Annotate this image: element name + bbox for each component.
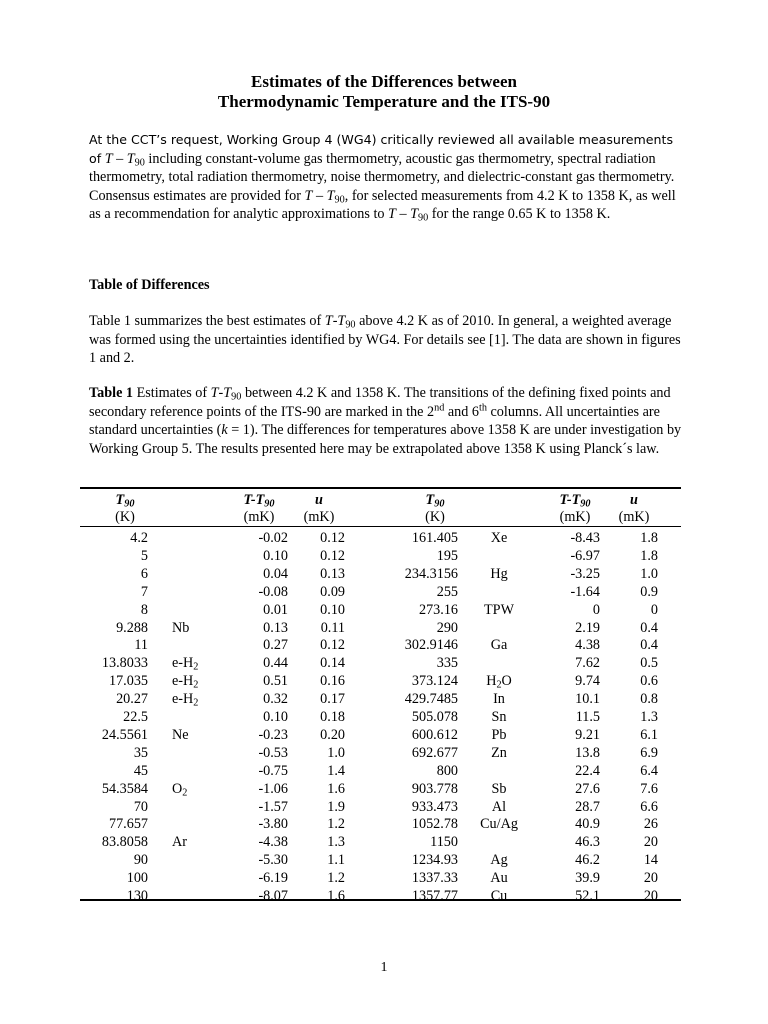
table-cell: 0.5 — [640, 655, 658, 672]
table-cell: 0 — [592, 601, 600, 618]
table-cell: 0.13 — [320, 565, 345, 582]
table-cell: 9.288 — [116, 619, 148, 636]
table-cell: 28.7 — [575, 798, 600, 815]
table-cell: 26 — [643, 816, 658, 833]
table-cell: 27.6 — [575, 780, 600, 797]
table-cell: 14 — [643, 852, 658, 869]
table-cell: 0.17 — [320, 691, 345, 708]
table-cell: 0.51 — [263, 673, 288, 690]
table-cell: 46.2 — [575, 852, 600, 869]
table-cell: In — [493, 691, 505, 708]
table-cell: 20 — [643, 834, 658, 851]
symbol-dash: – — [112, 150, 127, 167]
caption-sup-nd: nd — [434, 401, 445, 413]
table-cell: Hg — [490, 565, 508, 582]
table-cell: 20 — [643, 888, 658, 904]
table-cell: 8 — [140, 601, 148, 618]
table-cell: 7.6 — [640, 780, 658, 797]
table-cell: 1.6 — [327, 780, 345, 797]
table-cell: 255 — [436, 583, 458, 600]
caption-part-c: and 6 — [444, 403, 479, 420]
table-cell: Ga — [490, 637, 508, 654]
column-header: u — [315, 492, 323, 508]
table-cell: 0.16 — [320, 673, 345, 690]
table-cell: -0.02 — [258, 530, 288, 546]
table-cell: 6.9 — [640, 744, 658, 761]
caption-label: Table 1 — [89, 385, 134, 401]
table-cell: 0.27 — [263, 637, 288, 654]
table-cell: -4.38 — [258, 834, 288, 851]
table-cell: 429.7485 — [404, 691, 458, 708]
table-cell: 1.8 — [640, 547, 658, 564]
column-header: $T_{90}$ — [425, 492, 445, 510]
symbol-sub: 90 — [334, 194, 345, 206]
symbol-t90: T — [126, 150, 135, 167]
table-cell: 505.078 — [411, 709, 458, 725]
expr-dash: - — [332, 313, 338, 329]
table-row — [80, 547, 681, 565]
table-cell: -8.43 — [570, 530, 600, 546]
table-cell: Ar — [172, 834, 187, 851]
intro-rest-2: , for selected measurements from 4.2 K to 1358 K, as well as a recommendation for analytic approximations to — [89, 187, 676, 223]
table-cell: 692.677 — [411, 744, 458, 761]
table-cell: 0.01 — [263, 601, 288, 618]
expr-t90: T — [223, 385, 232, 401]
subscript: 90 — [124, 498, 135, 510]
table-cell: 1337.33 — [411, 870, 458, 887]
table-cell: 13.8033 — [101, 655, 148, 672]
table-cell: 1052.78 — [411, 816, 458, 833]
subscript: 90 — [580, 498, 591, 510]
table-row — [80, 887, 681, 905]
table-cell: -6.97 — [570, 547, 600, 564]
table-header-units — [80, 508, 681, 526]
table-cell: $O_2$ — [172, 780, 188, 799]
subscript: 90 — [434, 498, 445, 510]
table-cell: 46.3 — [575, 834, 600, 851]
summary-part-a: Table 1 summarizes the best estimates of — [89, 313, 325, 329]
table-cell: 22.5 — [123, 709, 148, 725]
table-row — [80, 851, 681, 869]
table-cell: Cu/Ag — [480, 816, 518, 833]
subscript: 2 — [193, 679, 199, 691]
page-number: 1 — [380, 960, 388, 975]
table-row — [80, 583, 681, 601]
table-cell: 373.124 — [411, 673, 458, 690]
table-cell: -3.25 — [570, 565, 600, 582]
table-cell: 17.035 — [108, 673, 148, 690]
table-cell: 45 — [133, 762, 148, 779]
table-cell: 11.5 — [575, 709, 600, 725]
table-cell: -0.08 — [258, 583, 288, 600]
table-cell: 6.1 — [640, 726, 658, 743]
table-cell: 4.38 — [575, 637, 600, 654]
table-cell: -6.19 — [258, 870, 288, 887]
table-cell: 2.19 — [575, 619, 600, 636]
table-cell: 302.9146 — [404, 637, 458, 654]
table-cell: Cu — [490, 888, 508, 904]
table-cell: 54.3584 — [101, 780, 148, 797]
table-row — [80, 529, 681, 547]
table-row — [80, 815, 681, 833]
table-cell: 1.2 — [327, 870, 345, 887]
table-cell: Nb — [172, 619, 190, 636]
table-cell: Zn — [491, 744, 507, 761]
column-unit: (mK) — [243, 509, 275, 525]
table-cell: 195 — [436, 547, 458, 564]
table-row — [80, 565, 681, 583]
table-cell: 0.10 — [320, 601, 345, 618]
table-cell: 1.1 — [327, 852, 345, 869]
caption-k: k — [221, 422, 228, 439]
table-cell: 273.16 — [418, 601, 458, 618]
section-heading: Table of Differences — [89, 277, 210, 293]
table-cell: -1.06 — [258, 780, 288, 797]
table-cell: $e-H_2$ — [172, 655, 199, 673]
table-cell: 7 — [140, 583, 148, 600]
caption-part-d: columns. All uncertainties are standard uncertainties ( — [89, 403, 660, 439]
table-cell: 1234.93 — [411, 852, 458, 869]
table-cell: 0.14 — [320, 655, 345, 672]
table-cell: 83.8058 — [101, 834, 148, 851]
table-cell: 1.9 — [327, 798, 345, 815]
table-cell: 0.04 — [263, 565, 288, 582]
table-row — [80, 672, 681, 690]
table-cell: Au — [490, 870, 508, 887]
table-cell: 1.3 — [640, 709, 658, 725]
table-cell: $H_2O$ — [486, 673, 512, 691]
table-cell: Ag — [490, 852, 508, 869]
expr-sub: 90 — [231, 391, 242, 403]
symbol-sub: 90 — [418, 212, 429, 224]
table-cell: -0.75 — [258, 762, 288, 779]
table-row — [80, 636, 681, 654]
table-cell: 70 — [133, 798, 148, 815]
table-cell: 903.778 — [411, 780, 458, 797]
table-cell: 933.473 — [411, 798, 458, 815]
table-row — [80, 798, 681, 816]
symbol-t: T — [304, 187, 313, 204]
table-header-rule — [80, 526, 681, 527]
table-cell: 0.20 — [320, 726, 345, 743]
table-cell: 40.9 — [575, 816, 600, 833]
table-row — [80, 654, 681, 672]
table-row — [80, 762, 681, 780]
table-cell: 0.8 — [640, 691, 658, 708]
table-cell: 0 — [650, 601, 658, 618]
table-cell: -3.80 — [258, 816, 288, 833]
column-unit: (mK) — [618, 509, 650, 525]
symbol-t90: T — [410, 206, 418, 223]
column-header: $T_{90}$ — [115, 492, 135, 510]
table-cell: -0.23 — [258, 726, 288, 743]
table-cell: 5 — [140, 547, 148, 564]
table-cell: 7.62 — [575, 655, 600, 672]
table-cell: 100 — [126, 870, 148, 887]
table-cell: 20.27 — [116, 691, 148, 708]
subscript: 2 — [496, 679, 502, 691]
table-row — [80, 833, 681, 851]
column-unit: (mK) — [559, 509, 591, 525]
table-cell: 90 — [133, 852, 148, 869]
table-cell: $e-H_2$ — [172, 691, 199, 709]
caption-part-b: between 4.2 K and 1358 K. The transitions of the defining fixed points and secondary reference points of the ITS-90 are marked in the 2 — [89, 385, 671, 420]
table-cell: TPW — [484, 601, 514, 618]
table-cell: Al — [491, 798, 507, 815]
table-cell: Sn — [491, 709, 507, 725]
title-line-1: Estimates of the Differences between — [251, 72, 517, 91]
table-header-names — [80, 491, 681, 509]
table-cell: 39.9 — [575, 870, 600, 887]
table-cell: 1.4 — [327, 762, 345, 779]
table-cell: 1.6 — [327, 888, 345, 904]
caption-part-a: Estimates of — [133, 385, 211, 401]
table-row — [80, 708, 681, 726]
table-cell: 600.612 — [411, 726, 458, 743]
table-cell: 0.4 — [640, 619, 658, 636]
table-cell: 9.74 — [575, 673, 600, 690]
table-cell: 4.2 — [130, 530, 148, 546]
table-cell: 0.12 — [320, 547, 345, 564]
table-cell: 13.8 — [575, 744, 600, 761]
table-cell: Ne — [172, 726, 189, 743]
table-cell: 290 — [436, 619, 458, 636]
table-cell: 35 — [133, 744, 148, 761]
table-cell: 0.18 — [320, 709, 345, 725]
expr-sub: 90 — [345, 319, 356, 331]
table-cell: 6.6 — [640, 798, 658, 815]
symbol-t: T — [388, 206, 396, 223]
table-cell: 1.3 — [327, 834, 345, 851]
column-header: $T-T_{90}$ — [559, 492, 591, 510]
summary-part-b: above 4.2 K as of 2010. In general, a weighted average was formed using the uncertainties identified by WG4. For details see [1]. The data are shown in figures 1 and 2. — [89, 313, 681, 367]
table-cell: $e-H_2$ — [172, 673, 199, 691]
table-cell: 0.09 — [320, 583, 345, 600]
table-cell: Pb — [491, 726, 507, 743]
subscript: 2 — [193, 661, 199, 673]
table-cell: -1.64 — [570, 583, 600, 600]
table-cell: 1.0 — [640, 565, 658, 582]
table-cell: 0.44 — [263, 655, 288, 672]
table-row — [80, 726, 681, 744]
expr-t90: T — [337, 313, 346, 329]
intro-rest-3: for the range 0.65 K to 1358 K. — [428, 206, 611, 223]
expr-t: T — [324, 313, 333, 329]
table-cell: 6 — [140, 565, 148, 582]
table-row — [80, 744, 681, 762]
table-row — [80, 690, 681, 708]
column-header: u — [630, 492, 638, 508]
table-row — [80, 601, 681, 619]
expr-t: T — [210, 385, 219, 401]
table-cell: 10.1 — [575, 691, 600, 708]
table-cell: 0.32 — [263, 691, 288, 708]
symbol-t: T — [104, 150, 113, 167]
table-caption — [89, 384, 689, 458]
table-cell: -8.07 — [258, 888, 288, 904]
subscript: 2 — [182, 787, 188, 799]
column-unit: (K) — [425, 509, 445, 525]
table-cell: 1150 — [430, 834, 458, 851]
symbol-t90: T — [326, 187, 335, 204]
table-cell: 9.21 — [575, 726, 600, 743]
summary-paragraph — [89, 312, 689, 368]
table-cell: 1.2 — [327, 816, 345, 833]
table-cell: 52.1 — [575, 888, 600, 904]
subscript: 90 — [264, 498, 275, 510]
table-row — [80, 619, 681, 637]
table-cell: 130 — [126, 888, 148, 904]
expr-dash: - — [218, 385, 224, 401]
table-cell: -0.53 — [258, 744, 288, 761]
table-cell: 0.9 — [640, 583, 658, 600]
table-cell: 0.11 — [320, 619, 345, 636]
table-cell: 0.6 — [640, 673, 658, 690]
table-cell: 0.4 — [640, 637, 658, 654]
symbol-sub: 90 — [134, 157, 145, 169]
intro-lead: At the CCT’s request, Working Group 4 (WG4) critically reviewed all available measurements of — [89, 132, 674, 166]
table-cell: 161.405 — [411, 530, 458, 546]
column-unit: (mK) — [303, 509, 335, 525]
table-cell: 234.3156 — [404, 565, 458, 582]
table-cell: 1.0 — [327, 744, 345, 761]
table-cell: 800 — [436, 762, 458, 779]
table-cell: -5.30 — [258, 852, 288, 869]
table-cell: Xe — [490, 530, 508, 546]
document-title — [0, 72, 768, 112]
table-cell: 1357.77 — [411, 888, 458, 904]
table-cell: 0.12 — [320, 530, 345, 546]
table-cell: Sb — [491, 780, 507, 797]
column-header: $T-T_{90}$ — [243, 492, 275, 510]
table-row — [80, 780, 681, 798]
column-unit: (K) — [115, 509, 135, 525]
table-cell: 24.5561 — [101, 726, 148, 743]
intro-paragraph — [89, 131, 689, 224]
table-top-rule — [80, 487, 681, 489]
table-cell: 6.4 — [640, 762, 658, 779]
table-cell: 22.4 — [575, 762, 600, 779]
table-cell: 0.12 — [320, 637, 345, 654]
table-cell: 77.657 — [108, 816, 148, 833]
table-cell: 0.10 — [263, 709, 288, 725]
subscript: 2 — [193, 697, 199, 709]
table-cell: -1.57 — [258, 798, 288, 815]
table-row — [80, 869, 681, 887]
symbol-dash: – — [395, 206, 411, 223]
table-cell: 335 — [436, 655, 458, 672]
intro-rest-1: including constant-volume gas thermometry, acoustic gas thermometry, spectral radiation thermometry, total radiation thermometry, noise thermometry, and dielectric-constant gas thermometry. Consensus estimates are provided for — [89, 150, 675, 204]
caption-part-e: = 1). The differences for temperatures above 1358 K are under investigation by Working Group 5. The results presented here may be extrapolated above 1358 K using Planck´s law. — [89, 422, 682, 457]
table-cell: 0.13 — [263, 619, 288, 636]
symbol-dash: – — [312, 187, 327, 204]
table-cell: 1.8 — [640, 530, 658, 546]
title-line-2: Thermodynamic Temperature and the ITS-90 — [217, 92, 551, 111]
caption-sup-th: th — [479, 401, 487, 413]
table-cell: 11 — [134, 637, 148, 654]
table-cell: 20 — [643, 870, 658, 887]
table-cell: 0.10 — [263, 547, 288, 564]
